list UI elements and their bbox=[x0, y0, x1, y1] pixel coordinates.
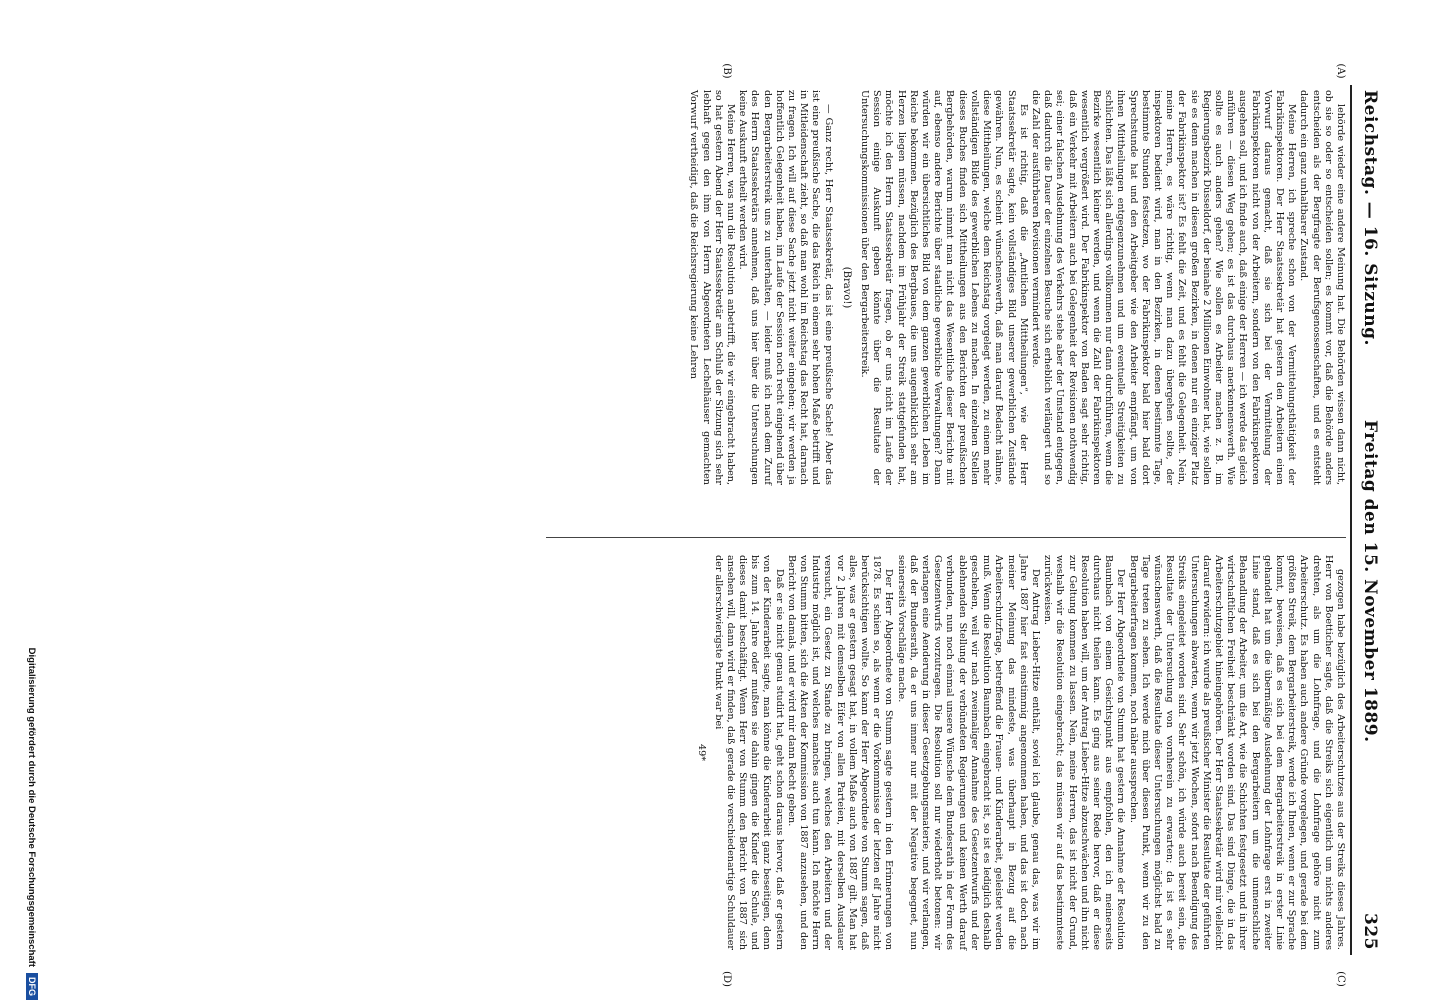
paragraph: Der Herr Abgeordnete von Stumm sagte gestern in den Erinnerungen von 1878. Es schien so, als wenn er die Vorkommnisse der letzten elf Jahre nicht berücksichtigen wollte. So kann der Herr Abgeordnete von Stumm sagen, daß alles, was er gestern gesagt hat, in vollem Maße auch von 1887 gilt. Man hat vor 2 Jahren mit demselben Eifer von allen Parteien, mit derselben Ausdauer versucht, ein Gesetz zu Stande zu bringen, welches den Arbeitern und der Industrie möglich ist, und welches manches auch tun kann. Ich möchte Herrn von Stumm bitten, sich die Akten der Kommission von 1887 anzusehen, und den Bericht von damals, und er wird mir dann Recht geben. bbox=[785, 555, 895, 950]
paragraph: Meine Herren, ich spreche schon von der Vermittelungsthätigkeit der Fabrikinspektoren. Der Herr Staatssekretär hat gestern den Arbeitern einen Vorwurf daraus gemacht, daß sie sich bei der Vermittelung der Fabrikinspektoren nicht von der Arbeitern, sondern von den Fabrikinspektoren ausgehen soll, und ich finde auch, daß einige der Herren — ich werde das gleich anführen — diesen Weg gehen; es ist das durchaus anerkennenswerth. Wie sollte es auch anders gehen? Wie sollen es Arbeiter machen z. B. im Regierungsbezirk Düsseldorf, der beinahe 2 Millionen Einwohner hat, wie sollen sie es denn machen in diesen großen Bezirken, in denen nur ein einziger Platz der Fabrikinspektor ist? Es fehlt die Zeit, und es fehlt die Gelegenheit. Nein, meine Herren, es wäre richtig, wenn man dazu übergehen sollte, der inspektoren bedient wird, man in den Bezirken, in denen bestimmte Tage, bestimmte Stunden festsetzen, wo der Fabrikinspektor bald hier bald dort Sprechstunde hat und den Arbeitgeber wie den Arbeiter empfängt, um von ihnen Mittheilungen entgegenzunehmen und um eventuelle Streitigkeiten zu schlichten. Das läßt sich allerdings vollkommen nur dann durchführen, wenn die Bezirke wesentlich kleiner werden, und wenn die Zahl der Fabrikinspektoren wesentlich vergrößert wird. Der Fabrikinspektor von Baden sagt sehr richtig, daß ein Verkehr mit Arbeitern auch bei Gelegenheit der Revisionen nothwendig sei; einer falschen Ausdehnung des Verkehrs stehe aber der Umstand entgegen, daß dadurch die Dauer der einzelnen Besuche sich erheblich verlängert und so die Zahl der ausführbaren Revisionen vermindert werde. bbox=[1029, 90, 1298, 485]
section-heading: (Bravo!) bbox=[840, 266, 852, 309]
header-rule bbox=[1350, 85, 1352, 955]
page-header bbox=[1354, 90, 1384, 950]
header-date: Freitag den 15. November 1889. bbox=[1360, 420, 1380, 743]
margin-letter-c: (C) bbox=[1335, 971, 1346, 987]
text-column-left bbox=[687, 90, 1346, 485]
text-column-right bbox=[695, 555, 1346, 950]
header-session: Reichstag. — 16. Sitzung. bbox=[1360, 90, 1380, 346]
paragraph: lehörde wieder eine andere Meinung hat. Die Behörden wissen dann nicht, ob sie so oder so entscheiden sollen; es kommt vor, daß die Behörde anders entscheiden als der Bergfragte der Berufsgenossenschaften, und es entsteht dadurch ein ganz unhaltbarer Zustand. bbox=[1298, 90, 1346, 485]
paragraph: — Ganz recht, Herr Staatssekretär, das ist eine preußische Sache! Aber das ist eine preußische Sache, die das Reich in einem sehr hohen Maße betrifft und in Mitleidenschaft zieht, so daß man wohl im Reichstag das Recht hat, darnach zu fragen. Ich will auf diese Sache jetzt nicht weiter eingehen; wir werden ja hoffentlich Gelegenheit haben, im Laufe der Session noch recht eingehend über den Bergarbeiterstreik uns zu unterhalten, — leider muß ich nach dem Zuruf des Herrn Staatssekretärs annehmen, daß uns hier über die Untersuchungen keine Auskunft ertheilt werden wird. bbox=[737, 90, 834, 485]
paragraph: Daß er sie nicht genau studirt hat, geht schon daraus hervor, daß er gestern von der Kinderarbeit sagte, man könne die Kinderarbeit ganz beseitigen, denn bis zum 14. Jahre oder mußten sie dahin gingen die Kinder die Schule, und dieses damit beschäftigt. Wenn Herr von Stumm den Bericht von 1887 sich ansehen will, dann wird er finden, daß gerade die verschiedenartige Schuldauer der allerschwierigste Punkt war bei bbox=[712, 555, 785, 950]
signature-mark: 49* bbox=[696, 743, 708, 761]
margin-letter-d: (D) bbox=[721, 971, 732, 987]
digitization-credit bbox=[14, 0, 38, 1000]
dfg-logo: DFG bbox=[26, 973, 38, 1000]
page-number: 325 bbox=[1360, 913, 1380, 950]
paragraph: Meine Herren, was nun die Resolution anbetrifft, die wir eingebracht haben, so hat gestern Abend der Herr Staatssekretär am Schluß der Sitzung sich sehr lebhaft gegen den ihm von Herrn Abgeordneten Lechelhäuser gemachten Vorwurf vertheidigt, daß die Reichsregierung keine Lehren bbox=[688, 90, 737, 485]
paragraph: Es ist richtig, daß die „Amtlichen Mittheilungen“, wie der Herr Staatssekretär sagte, kein vollständiges Bild unserer gewerblichen Zustände gewähren. Nun, es scheint wünschenswerth, daß man darauf Bedacht nähme, diese Mittheilungen, welche dem Reichstag vorgelegt werden, zu einem mehr vollständigen Bilde des gewerblichen Lebens zu machen. In einzelnen Stellen dieses Buches finden sich Mittheilungen aus den Berichten der preußischen Bergbehörden, warum nimmt man nicht das Wesentliche dieser Berichte mit auf, ebenso andere Berichte über staatliche gewerbliche Verwaltungen? Dann würden wir ein übersichtliches Bild von dem ganzen gewerblichen Leben im Reiche bekommen. Bezüglich des Bergbaues, die uns augenblicklich sehr am Herzen liegen müssen, nachdem im Frühjahr der Streik stattgefunden hat, möchte ich den Herrn Staatssekretär fragen, ob er uns nicht im Laufe der Session einige Auskunft geben könnte über die Resultate der Untersuchungskommissionen über den Bergarbeiterstreik. bbox=[859, 90, 1029, 485]
column-divider bbox=[546, 537, 1346, 538]
margin-letter-b: (B) bbox=[721, 63, 732, 79]
margin-letter-a: (A) bbox=[1335, 63, 1346, 79]
credit-text: Digitalisierung gefördert durch die Deutsche Forschungsgemeinschaft bbox=[26, 647, 37, 967]
paragraph: Der Herr Abgeordnete von Stumm hat gestern die Annahme der Resolution Baumbach von einem Gesichtspunkt aus empfohlen, den ich meinerseits durchaus nicht theilen kann. Es ging aus seiner Rede hervor, daß er diese Resolution haben will, um der Antrag Lieber-Hitze abzuschwächen und ihn nicht zur Geltung kommen zu lassen. Nein, meine Herren, das ist nicht der Grund, weshalb wir die Resolution eingebracht; das müssen wir auf das bestimmteste zurückweisen. bbox=[1042, 555, 1127, 950]
paragraph: Der Antrag Lieber-Hitze enthält, soviel ich glaube, genau das, was wir im Jahre 1887 hier fast einstimmig angenommen haben, und das ist doch nach meiner Meinung das mindeste, was überhaupt in Bezug auf die Arbeiterschutzfrage, betreffend die Frauen- und Kinderarbeit, geleistet werden muß. Wenn die Resolution Baumbach eingebracht ist, so ist es lediglich deshalb geschehen, weil wir nach zweimaliger Annahme des Gesetzentwurfs und der ablehnenden Stellung der verbündeten Regierungen und keinen Werth darauf verbunden, nun noch einmal unsere Wünsche dem Bundesrath in der Form des Gesetzentwurfs vorzutragen. Die Resolution soll nur wiederholt betonen: wir verlangen eine Aenderung in dieser Gesetzgebungsmaterie, und wir verlangen, daß der Bundesrath, da er uns immer nur mit der Negative begegnet, nun seinerseits Vorschläge mache. bbox=[895, 555, 1041, 950]
paragraph: gezogen habe bezüglich des Arbeiterschutzes aus der Streiks dieses Jahres. Herr von Boetticher sagte, daß die Streiks sich eigentlich um nichts anderes drehten, als um die Lohnfrage, und die Lohnfrage gehöre nicht zum Arbeiterschutz. Es haben auch andere Gründe vorgelegen, und gerade bei dem größten Streik, dem Bergarbeiterstreik, werde ich Ihnen, wenn er zur Sprache kommt, beweisen, daß es sich bei dem Bergarbeiterstreik in erster Linie gehandelt hat um die übermäßige Ausdehnung der Lohnfrage erst in zweiter Linie stand, daß es sich bei den Bergarbeitern um die unmenschliche Behandlung der Arbeiter, um die Art, wie die Schichten festgesetzt und in ihrer wirtschaftlichen Freiheit beschränkt worden sind. Das sind Dinge, die in das Arbeiterschutzgebiet hineingehören. Der Herr Staatssekretär wird mir vielleicht darauf erwidern: ich wurde als preußischer Minister die Resultate der geführten Untersuchungen abwarten, wenn wir jetzt Wochen, sofort nach Beendigung des Streiks eingeleitet worden sind. Sehr schön, ich würde auch bereit sein, die Resultate der Untersuchung von vornherein zu erwarten; da ist es sehr wünschenswerth, daß die Resultate dieser Untersuchungen möglichst bald zu Tage treten zu sehen. Ich werde mich über diesen Punkt, wenn wir zu den Bergarbeiterfragen kommen, noch näher aussprechen. bbox=[1127, 555, 1346, 950]
